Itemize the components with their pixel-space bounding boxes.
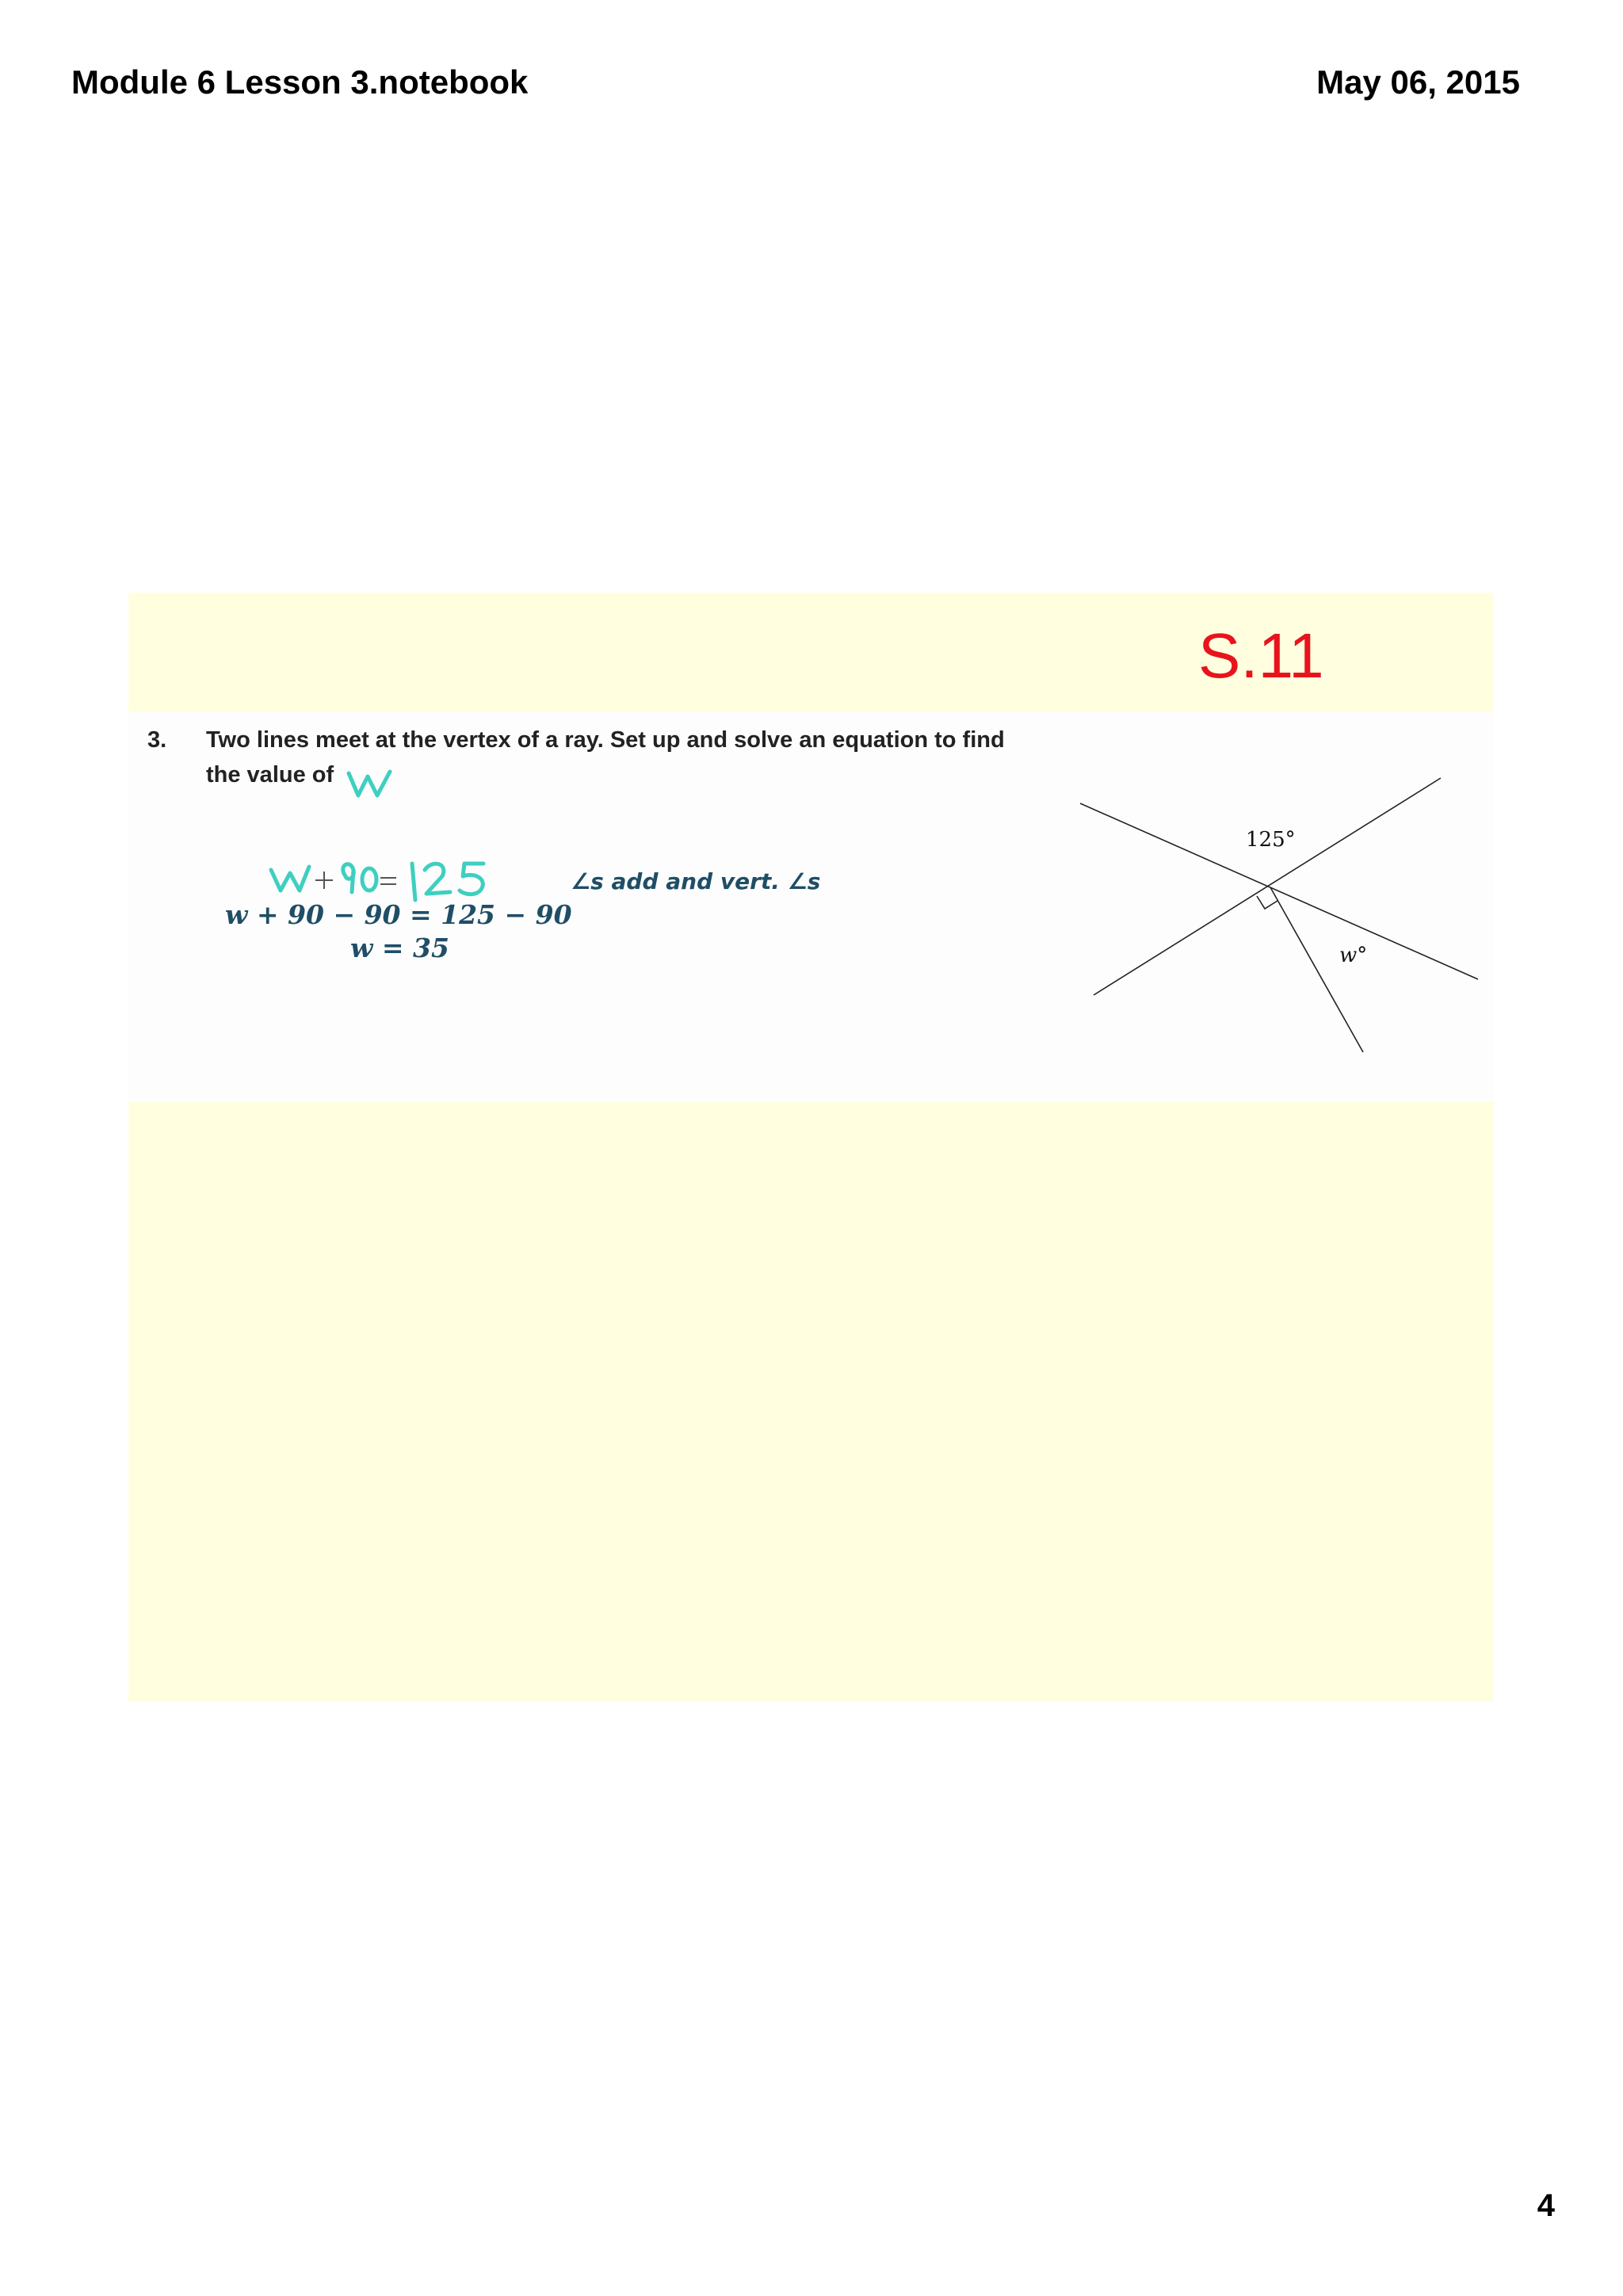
document-title: Module 6 Lesson 3.notebook bbox=[71, 63, 529, 101]
solution-step-1: w + 90 − 90 = 125 − 90 bbox=[225, 899, 572, 930]
angle-label-125: 125° bbox=[1246, 828, 1296, 852]
angle-label-w: w° bbox=[1339, 944, 1368, 967]
problem-text-line2: the value of bbox=[206, 762, 334, 788]
problem-number: 3. bbox=[147, 727, 167, 753]
solution-reason: ∠s add and vert. ∠s bbox=[571, 868, 821, 894]
right-angle-mark bbox=[1257, 896, 1277, 909]
page-number: 4 bbox=[1537, 2188, 1555, 2223]
angle-diagram bbox=[1070, 761, 1490, 1062]
line-ascending bbox=[1094, 778, 1441, 995]
handwritten-variable-w bbox=[347, 769, 395, 800]
ray bbox=[1270, 887, 1363, 1052]
notes-panel bbox=[128, 1101, 1494, 1702]
document-date: May 06, 2015 bbox=[1316, 63, 1520, 101]
solution-step-2: w = 35 bbox=[350, 933, 449, 963]
slide-label: S.11 bbox=[1198, 620, 1324, 691]
problem-text-line1: Two lines meet at the vertex of a ray. Set up and solve an equation to find bbox=[206, 727, 1005, 753]
